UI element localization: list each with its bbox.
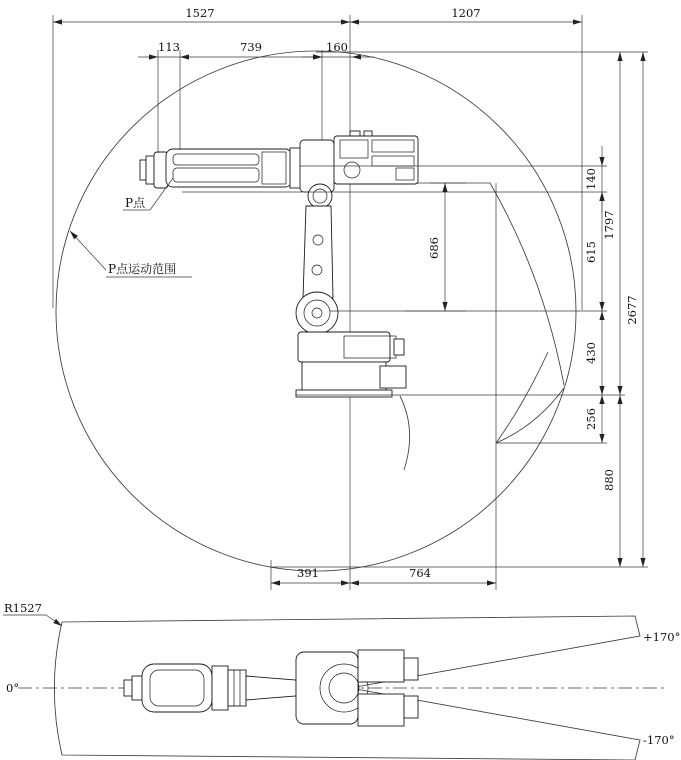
tv-link bbox=[246, 676, 296, 700]
flange-disc bbox=[146, 156, 154, 184]
tv-coupler bbox=[212, 666, 228, 710]
base-body bbox=[302, 362, 386, 390]
dim-764: 764 bbox=[409, 566, 431, 580]
angle-minus-label: -170° bbox=[643, 733, 675, 747]
dim-2677: 2677 bbox=[625, 295, 639, 325]
tv-flange-plate bbox=[124, 680, 132, 696]
dim-430: 430 bbox=[584, 342, 598, 364]
dim-391: 391 bbox=[297, 566, 319, 580]
radius-label: R1527 bbox=[4, 601, 42, 615]
dim-160: 160 bbox=[326, 40, 348, 54]
dim-739: 739 bbox=[240, 40, 262, 54]
p-point-label: P点 bbox=[125, 196, 146, 210]
p-range-label: P点运动范围 bbox=[108, 262, 177, 276]
robot-side-view bbox=[140, 131, 418, 397]
tv-connector-bottom bbox=[404, 696, 418, 718]
dim-140: 140 bbox=[584, 168, 598, 190]
p-range-leader bbox=[70, 231, 106, 270]
dim-113: 113 bbox=[158, 40, 180, 54]
tv-shoulder-housing bbox=[296, 652, 358, 724]
dim-256: 256 bbox=[584, 408, 598, 430]
base-plate bbox=[296, 390, 392, 397]
elbow-joint bbox=[308, 184, 332, 208]
dim-880: 880 bbox=[602, 469, 616, 491]
swivel-motor-cap bbox=[394, 339, 404, 355]
dim-1527: 1527 bbox=[185, 6, 215, 20]
shoulder-joint bbox=[296, 292, 338, 334]
dim-1797: 1797 bbox=[602, 210, 616, 240]
base-connector-box bbox=[380, 366, 406, 388]
tv-motor-top bbox=[358, 650, 404, 682]
dimension-layer bbox=[53, 6, 643, 590]
top-view bbox=[3, 601, 680, 760]
angle-zero-label: 0° bbox=[6, 681, 20, 695]
tv-flange-disc bbox=[132, 676, 142, 700]
tv-bellow bbox=[228, 670, 246, 706]
upper-arm bbox=[303, 206, 333, 298]
upper-motor-housing bbox=[334, 136, 418, 184]
tv-connector-top bbox=[404, 658, 418, 680]
envelope-base-arc bbox=[400, 396, 410, 470]
flange-plate bbox=[140, 160, 146, 180]
work-envelope bbox=[56, 15, 648, 590]
radius-leader bbox=[46, 615, 62, 626]
dim-1207: 1207 bbox=[451, 6, 481, 20]
tv-wrist-body bbox=[142, 664, 212, 712]
dim-615: 615 bbox=[584, 241, 598, 263]
tv-motor-bottom bbox=[358, 694, 404, 726]
envelope-inner-arc bbox=[490, 183, 564, 385]
dim-686: 686 bbox=[427, 237, 441, 259]
angle-plus-label: +170° bbox=[643, 630, 681, 644]
